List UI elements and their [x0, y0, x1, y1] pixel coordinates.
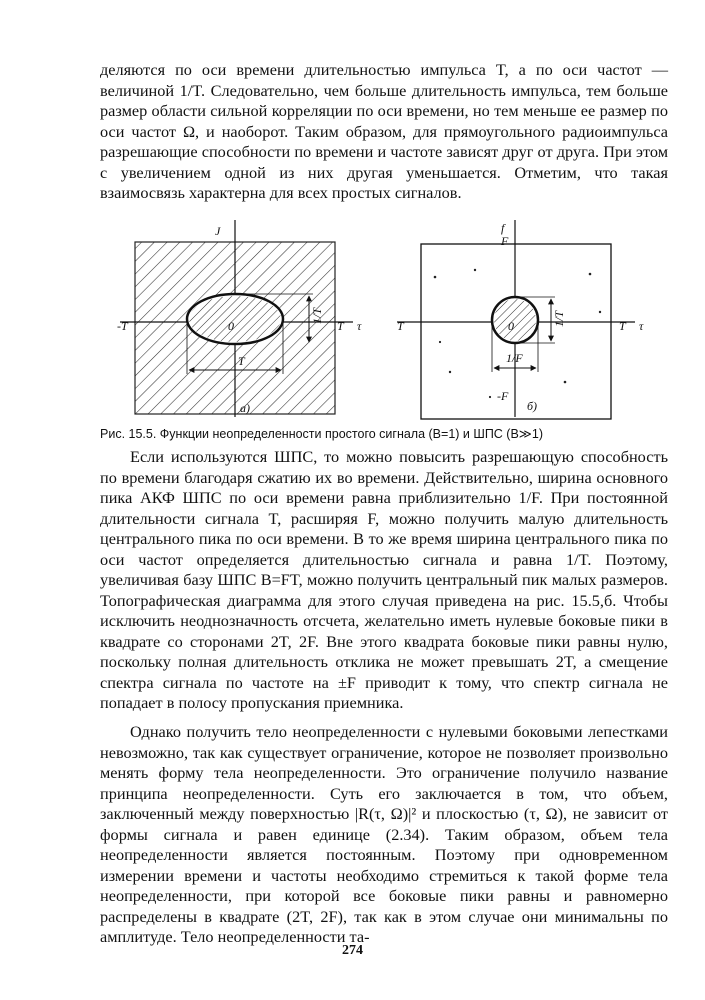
figure-caption: Рис. 15.5. Функции неопределенности простого сигнала (B=1) и ШПС (B≫1) — [100, 427, 543, 441]
right-panel — [397, 220, 644, 419]
right-width-label: 1/F — [506, 351, 523, 365]
left-neg-t-label: -T — [117, 319, 128, 333]
right-x-axis-label: τ — [639, 319, 644, 333]
left-origin-label: 0 — [228, 319, 234, 333]
right-pos-t-label: T — [619, 319, 626, 333]
left-peak-fill — [189, 296, 281, 342]
right-origin-label: 0 — [508, 319, 514, 333]
left-pos-t-label: T — [337, 319, 344, 333]
left-y-axis-label: J — [215, 224, 221, 238]
right-height-label: 1/T — [552, 310, 566, 327]
right-panel-label: б) — [527, 399, 538, 413]
left-panel-label: а) — [240, 401, 250, 415]
left-x-axis-label: τ — [357, 319, 362, 333]
left-height-label: 1/T — [310, 307, 324, 324]
right-neg-t-label: T — [397, 319, 404, 333]
paragraph-3: Однако получить тело неопределенности с нулевыми боковыми лепестками невозможно, так как существует ограничение, которое не позволяет произвольно менять форму тела неопределенности. Это ограничение получило название принципа неопределенности. Суть его заключается в том, что объем, заключенный между поверхностью |R(τ, Ω)|² и плоскостью (τ, Ω), не зависит от формы сигнала и равен единице (2.34). Таким образом, объем тела неопределенности является постоянным. Поэтому при одновременном измерении времени и частоты необходимо стремиться к такой форме тела неопределенности, при которой все боковые пики равны и равномерно распределены в квадрате (2T, 2F), так как в этом случае они минимальны по амплитуде. Тело неопределенности та- — [100, 722, 668, 946]
paragraph-1: деляются по оси времени длительностью импульса T, а по оси частот — величиной 1/T. Следовательно, чем больше длительность импульса, тем больше размер области сильной корреляции по оси времени, но тем меньше ее размер по оси частот Ω, и наоборот. Таким образом, для прямоугольного радиоимпульса разрешающие способности по времени и частоте зависят друг от друга. При этом с увеличением одной из них другая уменьшается. Отметим, что такая взаимосвязь характерна для всех простых сигналов. — [100, 60, 668, 202]
right-top-f-label: F — [501, 234, 509, 248]
right-y-axis-label: f — [501, 221, 505, 235]
paragraph-2: Если используются ШПС, то можно повысить разрешающую способность по времени благодаря сжатию их во времени. Действительно, ширина основного пика АКФ ШПС по оси времени равна приблизительно 1/F. При постоянной длительности сигнала T, расширяя F, можно получить малую длительность центрального пика по оси времени. В то же время ширина центрального пика по оси частот определяется длительностью сигнала и равна 1/T. Поэтому, увеличивая базу ШПС B=FT, можно получить центральный пик малых размеров. Топографическая диаграмма для этого случая приведена на рис. 15.5,б. Чтобы исключить неоднозначность отсчета, желательно иметь нулевые боковые пики в квадрате со сторонами 2T, 2F. Вне этого квадрата боковые пики равны нулю, поскольку полная длительность отклика не может превышать 2T, а смещение спектра сигнала по частоте на ±F приводит к тому, что спектр сигнала не попадает в полосу пропускания приемника. — [100, 447, 668, 712]
left-width-label: T — [238, 354, 245, 368]
page-number: 274 — [342, 943, 363, 958]
left-panel — [117, 220, 362, 417]
figure-15-5 — [95, 212, 675, 422]
right-peak-fill — [494, 299, 536, 341]
right-bottom-f-label: -F — [497, 389, 509, 403]
